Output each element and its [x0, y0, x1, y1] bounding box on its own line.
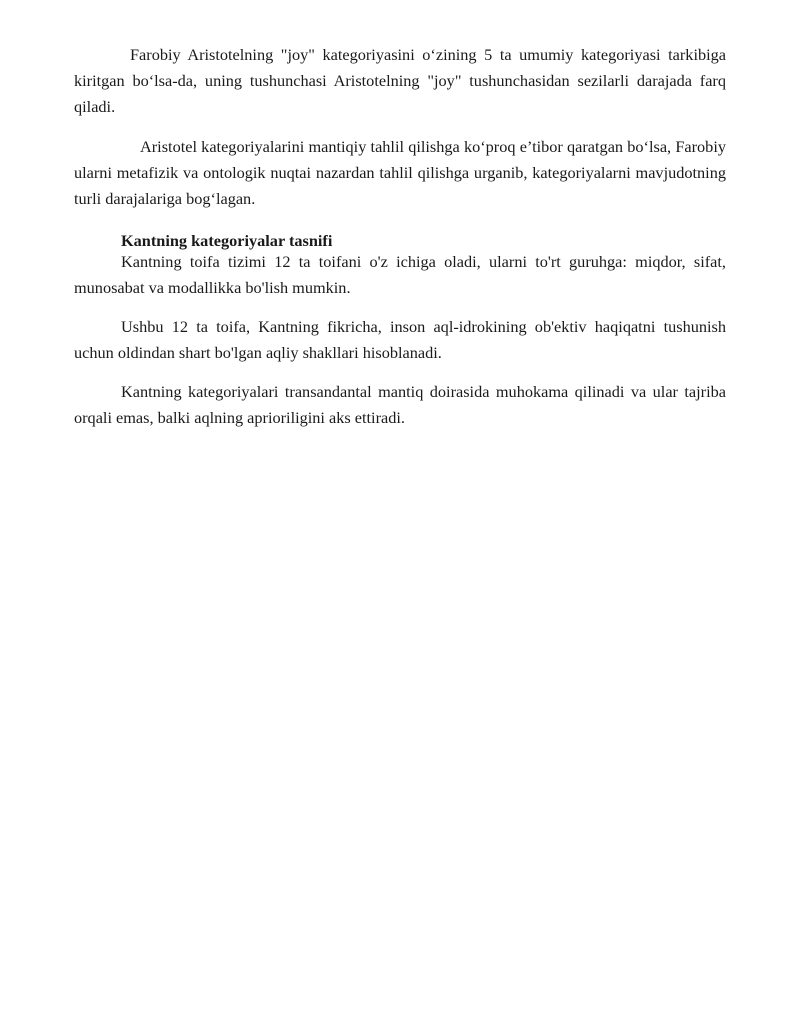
section-heading: Kantning kategoriyalar tasnifi [121, 231, 333, 250]
paragraph-kant-transandantal: Kantning kategoriyalari transandantal mantiq doirasida muhokama qilinadi va ular tajriba orqali emas, balki aqlning aprioriligini aks ettiradi. [74, 382, 726, 427]
paragraph-farobiy-joy: Farobiy Aristotelning "joy" kategoriyasini o‘zining 5 ta umumiy kategoriyasi tarkibiga kiritgan bo‘lsa-da, uning tushunchasi Aristotelning "joy" tushunchasidan sezilarli darajada farq qiladi. [74, 45, 726, 116]
paragraph-aristotel-farobiy: Aristotel kategoriyalarini mantiqiy tahlil qilishga ko‘proq e’tibor qaratgan bo‘lsa, Farobiy ularni metafizik va ontologik nuqtai nazardan tahlil qilishga urganib, kategoriyalarni mavjudotning turli darajalariga bog‘lagan. [74, 137, 726, 208]
paragraph-kant-12-toifa: Kantning toifa tizimi 12 ta toifani o'z ichiga oladi, ularni to'rt guruhga: miqdor, sifat, munosabat va modallikka bo'lish mumkin. [74, 252, 726, 297]
paragraph-kant-aqliy-shakllar: Ushbu 12 ta toifa, Kantning fikricha, inson aql-idrokining ob'ektiv haqiqatni tushunish uchun oldindan shart bo'lgan aqliy shakllari hisoblanadi. [74, 317, 726, 362]
